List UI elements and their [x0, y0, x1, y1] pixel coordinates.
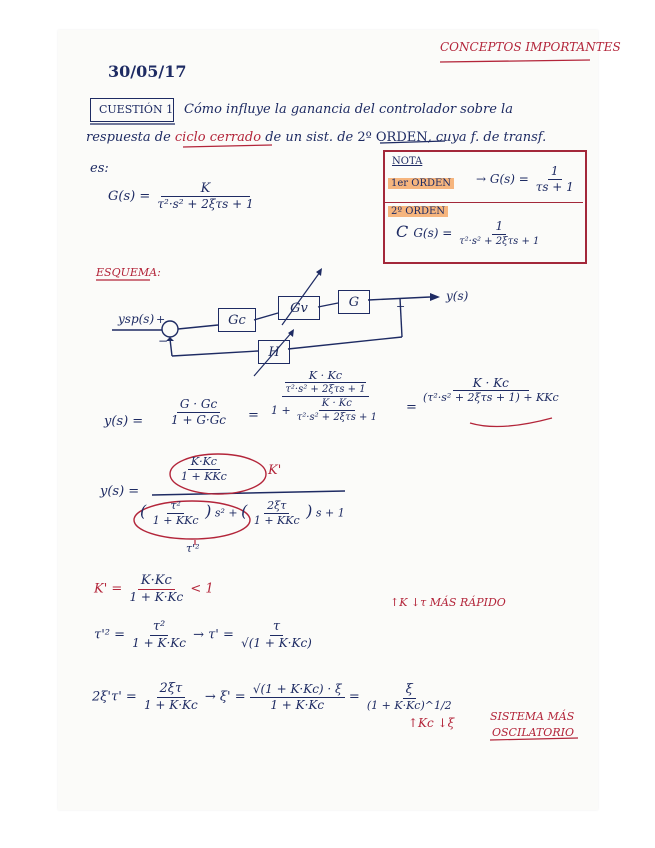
- xi-note-line-1: SISTEMA MÁS: [490, 710, 575, 723]
- question-line-1: Cómo influye la ganancia del controlador sobre la: [184, 102, 513, 117]
- tau-prime-definition: τ'² = $\frac{\text{τ²}}{1 + K\cdot Kc}$ → τ' = $\frac{\tau}{√(1 + K\cdot Kc)}$: [94, 619, 312, 651]
- note-title: NOTA: [392, 156, 423, 167]
- xi-note-line-2: OSCILATORIO: [492, 726, 574, 739]
- eq1-lhs: y(s) =: [104, 414, 144, 429]
- first-order-formula: → G(s) = $\frac{1}{\tau s + 1}$: [476, 164, 574, 195]
- eq2-lhs: y(s) =: [100, 484, 140, 499]
- output-label: y(s): [446, 289, 469, 303]
- topic-underline: [440, 60, 590, 62]
- second-order-label: 2º ORDEN: [388, 206, 448, 217]
- note-divider: [385, 202, 583, 203]
- xi-note-arrows: ↑Kc ↓ξ: [408, 716, 455, 730]
- question-label: CUESTIÓN 1: [99, 103, 174, 116]
- eq1-equals-1: =: [248, 408, 259, 423]
- ciclo-underline: [183, 145, 272, 147]
- minus-sign: −: [158, 334, 169, 348]
- eq1-fraction-1: $\frac{G \cdot Gc}{1 + G\cdot Gc}$: [171, 397, 227, 428]
- second-order-formula: C G(s) = $\frac{1}{\text{τ²·s² + 2ξτs + 1}}$: [396, 219, 540, 248]
- question-line-2: respuesta de ciclo cerrado de un sist. de 2º ORDEN, cuya f. de transf.: [86, 130, 547, 145]
- transfer-function: G(s) = $\frac{K}{\text{τ²·s² + 2ξτs + 1}}$: [108, 181, 254, 212]
- eq1-equals-2: =: [406, 400, 417, 415]
- input-label: ysp(s): [118, 312, 155, 326]
- eq1-fraction-2: K · Kc τ²·s² + 2ξτs + 1 1 + $\frac{K \cdot Kc}{\text{τ²·s² + 2ξτs + 1}}$: [271, 369, 377, 424]
- feedback-minus: −: [396, 300, 406, 313]
- eq2-circled-fraction: $\frac{K\cdot Kc}{\text{1 + KKc}}$: [181, 455, 227, 484]
- diagram-title: ESQUEMA:: [96, 266, 161, 279]
- block-gc: Gc: [218, 308, 256, 332]
- eq2-tau-prime: τ'²: [186, 542, 200, 555]
- question-line-3: es:: [90, 161, 109, 176]
- eq2-kprime: K': [268, 463, 282, 478]
- xi-prime-definition: 2ξ'τ' = $\frac{2\xi\tau}{1 + K\cdot Kc}$ → ξ' = $\frac{√(1 + K\cdot Kc) \cdot \xi}{1 + K\cdot Kc}$ = $\frac{\xi}{(1 + K\cdot Kc)\^{}1/2}$: [92, 681, 452, 713]
- block-g: G: [338, 290, 370, 314]
- tau-note: ↑K ↓τ MÁS RÁPIDO: [390, 596, 506, 609]
- eq1-fraction-3: $\frac{K \cdot Kc}{\text{(τ²·s² + 2ξτs + 1) + KKc}}$: [423, 376, 559, 405]
- first-order-label: 1er ORDEN: [388, 178, 454, 189]
- kprime-definition: K' = $\frac{K\cdot Kc}{1 + K\cdot Kc}$ < 1: [94, 573, 214, 605]
- plus-sign: +: [156, 313, 166, 326]
- eq2-denominator: ( $\frac{\text{τ²}}{\text{1 + KKc}}$ ) s² + ( $\frac{2\xi\tau}{\text{1 + KKc}}$ ) s + 1: [140, 499, 345, 528]
- topic-heading: CONCEPTOS IMPORTANTES: [440, 40, 621, 54]
- block-gv: Gv: [278, 296, 320, 320]
- block-h: H: [258, 340, 290, 364]
- date: 30/05/17: [108, 62, 187, 81]
